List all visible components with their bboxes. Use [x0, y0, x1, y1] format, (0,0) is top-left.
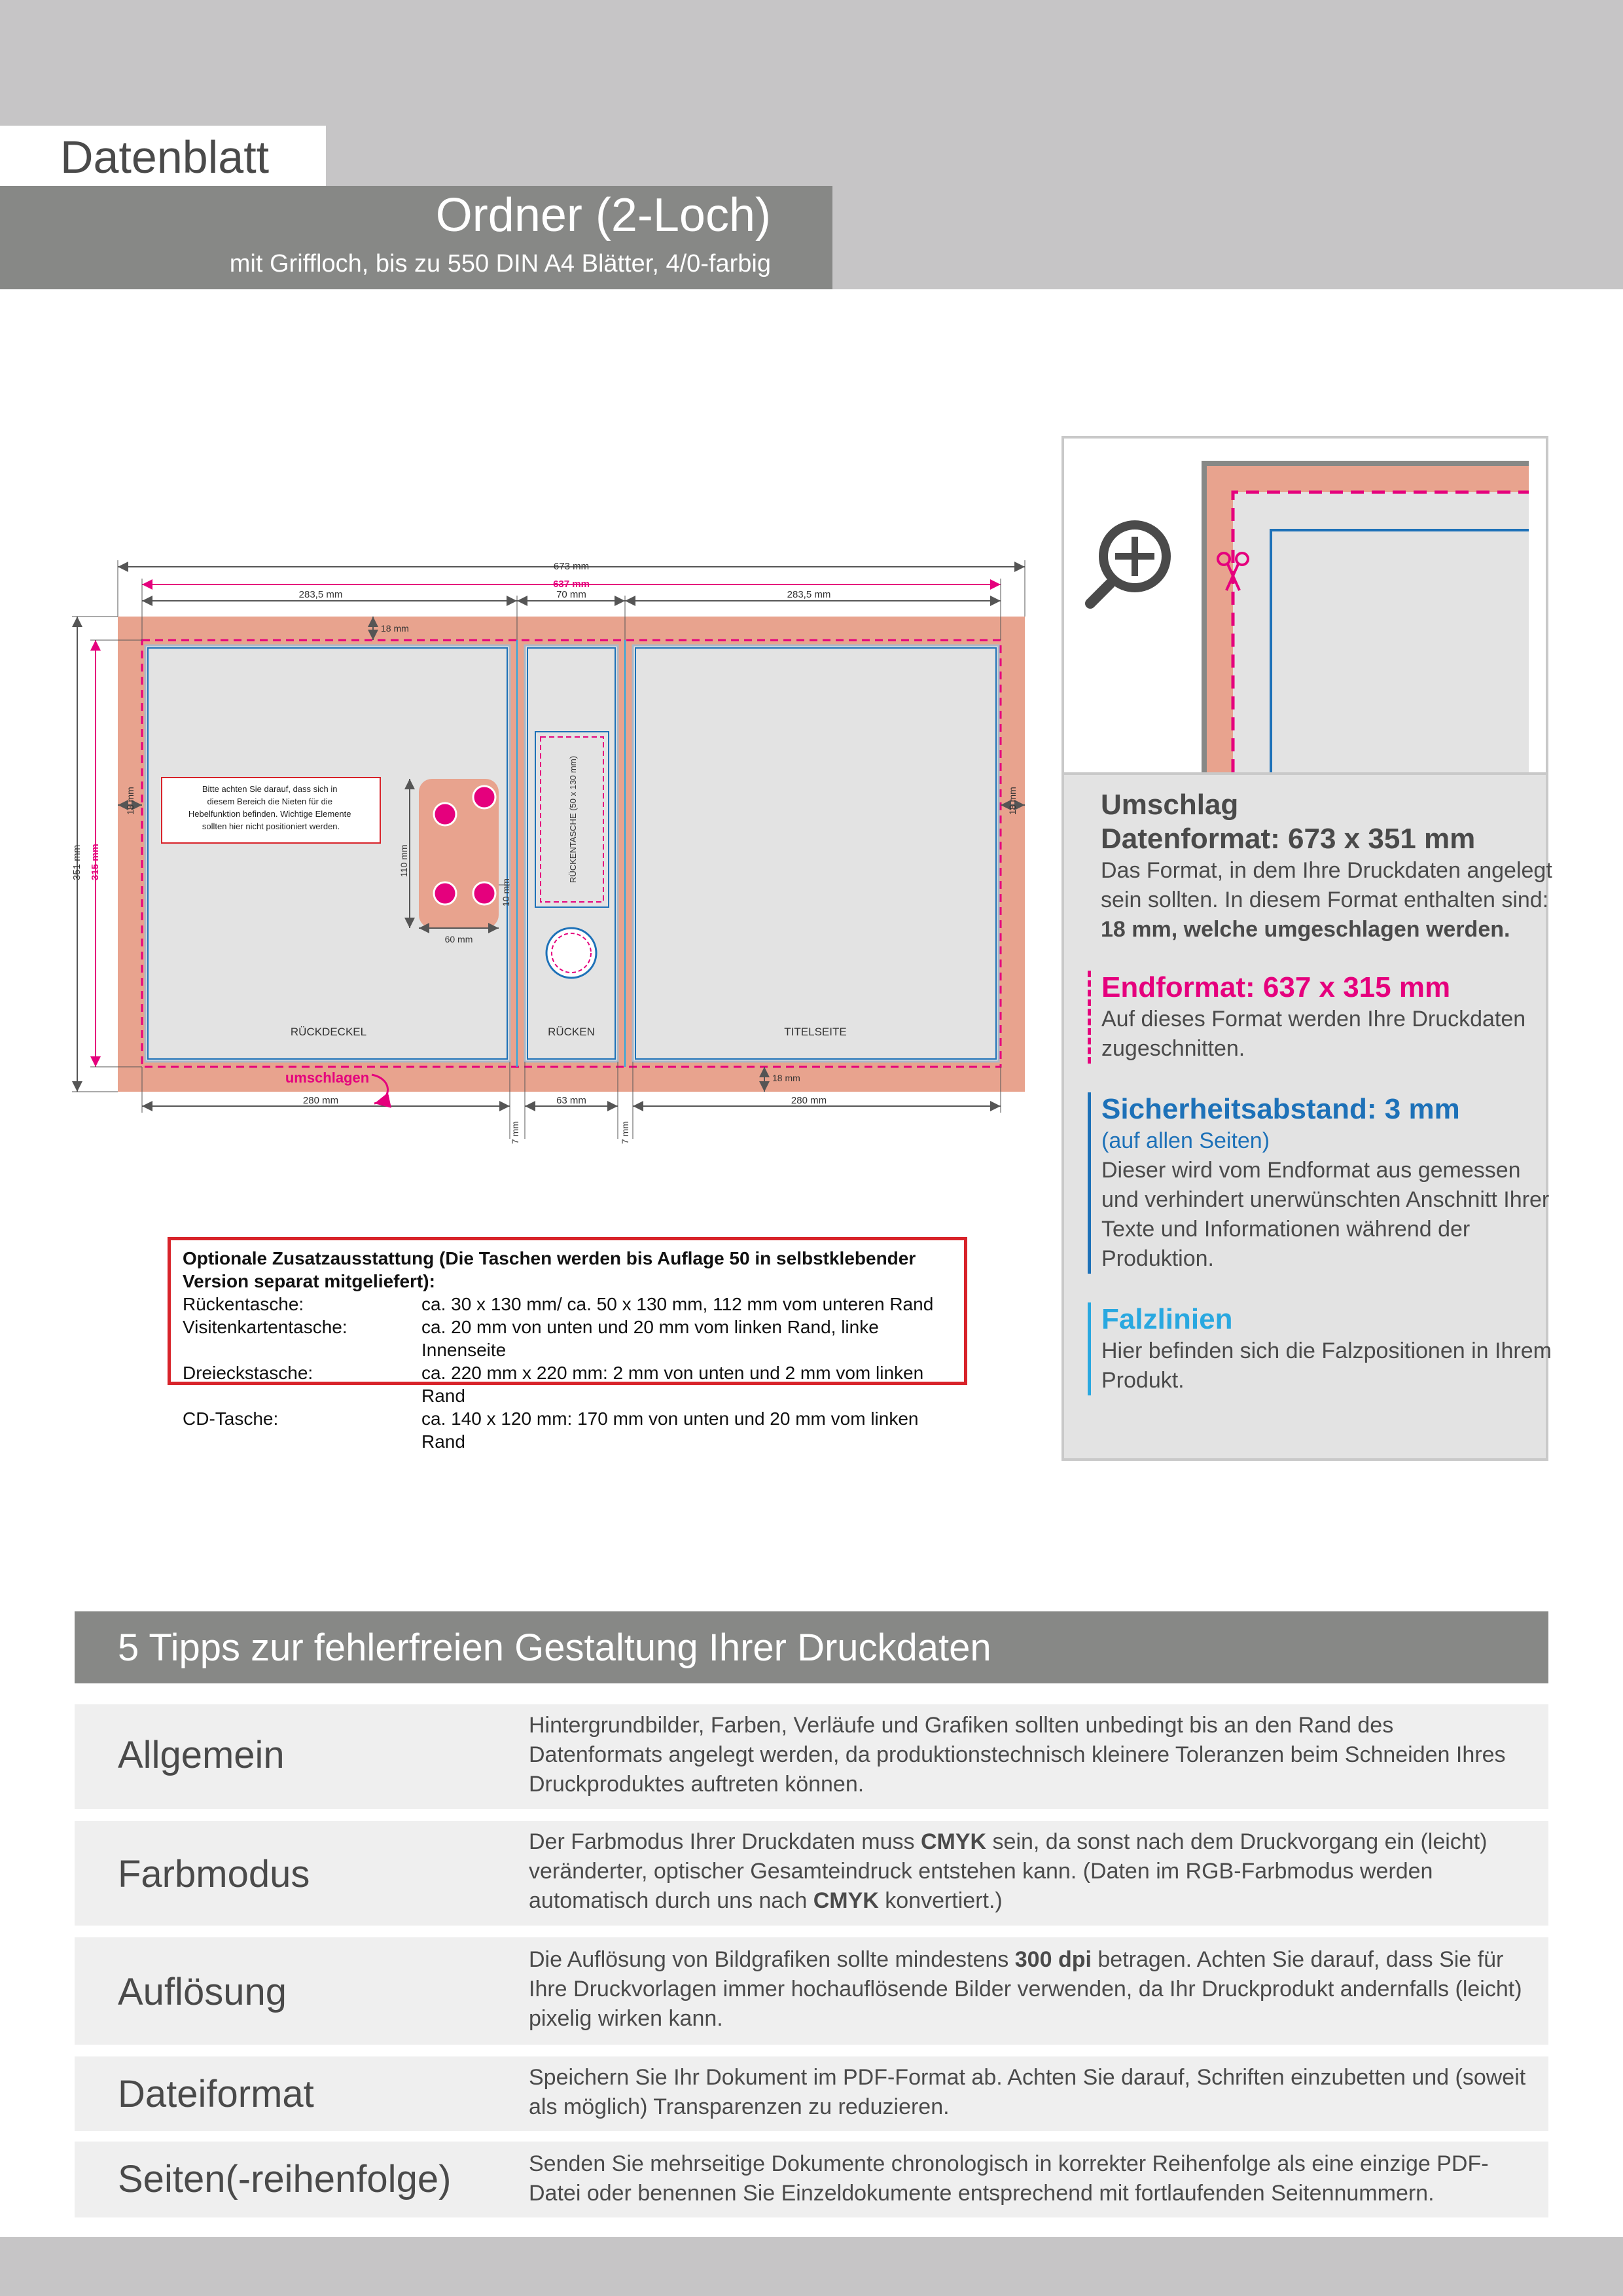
- tip-text: Der Farbmodus Ihrer Druckdaten muss CMYK sein, da sonst nach dem Druckvorgang ein (leicht) veränderter, optischer Gesamteindruck entstehen kann. (Daten im RGB-Farbmodus werden automatisch durch uns nach CMYK konvertiert.): [529, 1829, 1488, 1913]
- dim-fold-right: 18 mm: [1007, 787, 1018, 815]
- dim-right-half: 283,5 mm: [787, 589, 831, 600]
- tip-label: Dateiformat: [118, 2073, 314, 2115]
- option-row: CD-Tasche: ca. 140 x 120 mm: 170 mm von unten und 20 mm vom linken Rand: [183, 1408, 919, 1452]
- safety-sub: (auf allen Seiten): [1101, 1128, 1270, 1153]
- fold-text: Hier befinden sich die Falzpositionen in Ihrem Produkt.: [1101, 1338, 1552, 1393]
- datasheet-badge-label: Datenblatt: [60, 132, 270, 183]
- dim-end-width: 637 mm: [553, 579, 590, 590]
- safety-text: Dieser wird vom Endformat aus gemessen und verhindert unerwünschten Anschnitt Ihrer Texte und Informationen während der Produktion.: [1101, 1158, 1550, 1271]
- dim-back-width: 280 mm: [302, 1095, 339, 1106]
- finger-hole: [546, 928, 596, 978]
- magnifier-plus-icon: [1090, 525, 1166, 603]
- option-row: Rückentasche: ca. 30 x 130 mm/ ca. 50 x 130 mm, 112 mm vom unteren Rand: [183, 1294, 934, 1314]
- label-back: RÜCKDECKEL: [290, 1026, 367, 1038]
- front-cover-panel: [633, 645, 999, 1062]
- dim-gap-left: 7 mm: [510, 1121, 520, 1144]
- option-row: Visitenkartentasche: ca. 20 mm von unten und 20 mm vom linken Rand, linke Innenseite: [183, 1317, 879, 1360]
- dim-total-width: 673 mm: [553, 561, 590, 572]
- umschlag-bold: 18 mm, welche umgeschlagen werden.: [1101, 917, 1510, 942]
- legend-panel: [1061, 436, 1552, 1461]
- product-subtitle: mit Griffloch, bis zu 550 DIN A4 Blätter, 4/0-farbig: [229, 250, 771, 278]
- dim-spine-width: 63 mm: [556, 1095, 586, 1106]
- tip-label: Allgemein: [118, 1734, 285, 1776]
- fold-over-label: umschlagen: [285, 1069, 370, 1086]
- option-row: Dreieckstasche: ca. 220 mm x 220 mm: 2 mm von unten und 2 mm vom linken Rand: [183, 1363, 924, 1406]
- dim-spine-top: 70 mm: [556, 589, 586, 600]
- fold-title: Falzlinien: [1101, 1303, 1233, 1335]
- layout-diagram: [59, 550, 1047, 1152]
- footer-band: [0, 2237, 1623, 2296]
- endformat-text: Auf dieses Format werden Ihre Druckdaten zugeschnitten.: [1101, 1007, 1526, 1061]
- dim-fold-top: 18 mm: [381, 623, 409, 634]
- optional-equipment-box: [168, 1237, 967, 1452]
- tip-text: Hintergrundbilder, Farben, Verläufe und Grafiken sollten unbedingt bis an den Rand des Datenformats angelegt werden, da produktionstechnisch kleinere Toleranzen beim Schneiden Ihres Druckproduktes auftreten können.: [529, 1713, 1506, 1797]
- datasheet-badge: [0, 126, 326, 186]
- title-bar: [0, 186, 832, 289]
- legend-text: [1101, 788, 1552, 1395]
- spine-pocket-label: RÜCKENTASCHE (50 x 130 mm): [568, 755, 578, 884]
- tip-label: Auflösung: [118, 1971, 287, 2013]
- endformat-title: Endformat: 637 x 315 mm: [1101, 971, 1451, 1003]
- label-front: TITELSEITE: [784, 1026, 847, 1038]
- tip-label: Farbmodus: [118, 1853, 310, 1895]
- rivet: [434, 803, 456, 825]
- tip-text: Die Auflösung von Bildgrafiken sollte mindestens 300 dpi betragen. Achten Sie darauf, dass Sie für Ihre Druckvorlagen immer hochauflösende Bilder verwenden, da Ihr Druckprodukt andernfalls (leicht) pixelig wirken kann.: [529, 1947, 1522, 2031]
- tip-row: [75, 1937, 1548, 2045]
- safety-block: [1088, 1092, 1552, 1274]
- tip-text: Speichern Sie Ihr Dokument im PDF-Format ab. Achten Sie darauf, Schriften einzubetten und (soweit als möglich) Transparenzen zu reduzieren.: [529, 2065, 1526, 2119]
- tip-label: Seiten(-reihenfolge): [118, 2158, 452, 2200]
- tip-row: [75, 2142, 1548, 2217]
- dim-fold-bottom: 18 mm: [772, 1073, 800, 1083]
- product-title: Ordner (2-Loch): [435, 189, 771, 242]
- optional-equipment-heading: Optionale Zusatzausstattung (Die Taschen werden bis Auflage 50 in selbstklebender Version separat mitgeliefert):: [183, 1248, 916, 1291]
- dim-end-height: 315 mm: [90, 844, 101, 880]
- dim-rivet-offset: 10 mm: [501, 878, 511, 906]
- umschlag-text: Das Format, in dem Ihre Druckdaten angelegt sein sollten. In diesem Format enthalten sind:: [1101, 858, 1552, 912]
- rivet: [434, 882, 456, 905]
- tip-row: [75, 1704, 1548, 1809]
- rivet: [473, 786, 495, 808]
- dim-gap-right: 7 mm: [620, 1121, 630, 1144]
- dim-total-height: 351 mm: [71, 844, 82, 880]
- tips-heading: 5 Tipps zur fehlerfreien Gestaltung Ihrer Druckdaten: [118, 1626, 991, 1669]
- rivet: [473, 882, 495, 905]
- tips-heading-bar: [75, 1611, 1548, 1683]
- tip-row: [75, 2056, 1548, 2131]
- dim-rivet-height: 110 mm: [399, 844, 409, 877]
- dim-front-width: 280 mm: [791, 1095, 827, 1106]
- rivet-note: Bitte achten Sie darauf, dass sich in diesem Bereich die Nieten für die Hebelfunktion befinden. Wichtige Elemente sollten hier nicht positioniert werden.: [188, 784, 351, 831]
- dim-fold-left: 18 mm: [125, 787, 135, 815]
- dim-rivet-width: 60 mm: [444, 934, 473, 944]
- tip-row: [75, 1821, 1548, 1926]
- safety-title: Sicherheitsabstand: 3 mm: [1101, 1093, 1460, 1125]
- zoom-detail: [1064, 439, 1546, 775]
- dim-left-half: 283,5 mm: [298, 589, 343, 600]
- umschlag-title: Umschlag: [1101, 789, 1239, 821]
- tip-text: Senden Sie mehrseitige Dokumente chronologisch in korrekter Reihenfolge als eine einzige PDF-Datei oder benennen Sie Einzeldokumente entsprechend mit fortlaufenden Seitennummern.: [529, 2151, 1489, 2206]
- endformat-block: [1088, 971, 1552, 1064]
- label-spine: RÜCKEN: [548, 1026, 595, 1038]
- umschlag-format: Datenformat: 673 x 351 mm: [1101, 823, 1476, 855]
- fold-block: [1088, 1302, 1552, 1395]
